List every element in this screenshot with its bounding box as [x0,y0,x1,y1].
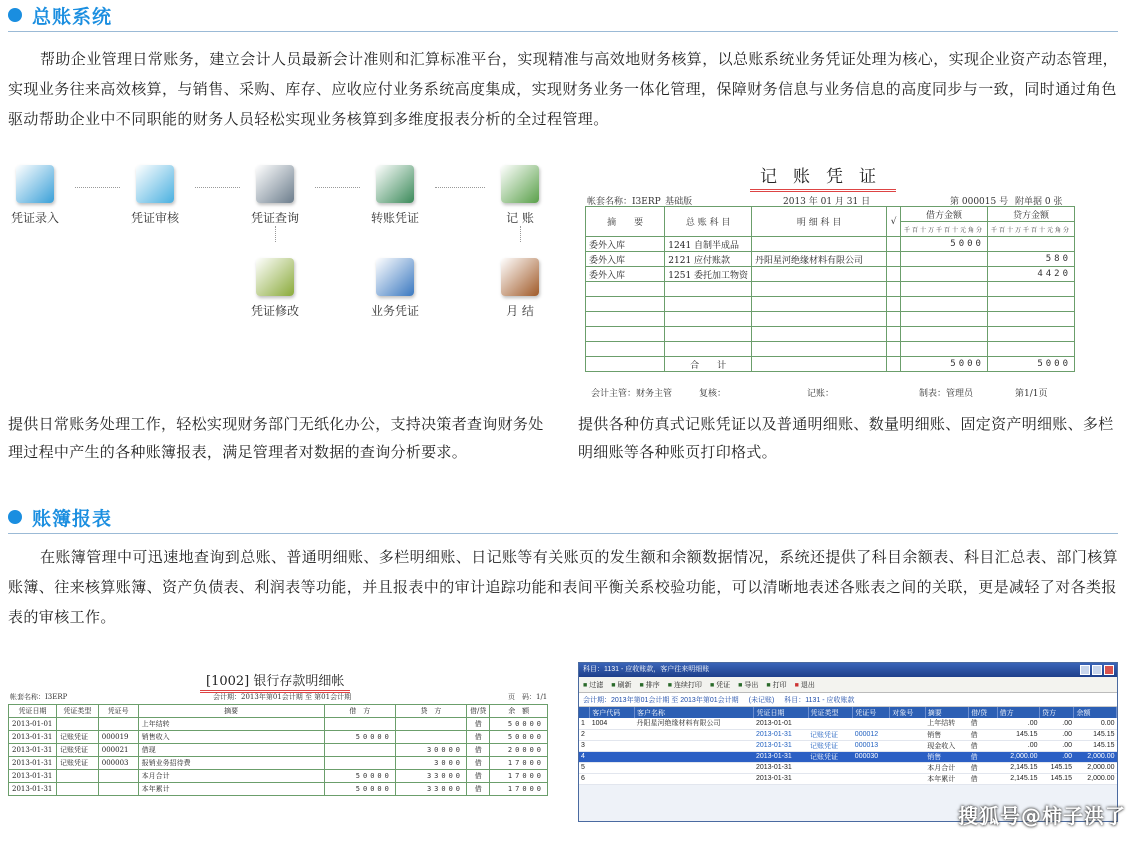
window-cell-obj [890,773,925,784]
bank-page: 页 码：1/1 [508,693,548,701]
window-column-header[interactable] [579,707,590,718]
window-table [579,707,1117,785]
bank-cell-type: 记账凭证 [56,757,98,770]
window-table-row[interactable] [579,740,1117,751]
voucher-form [585,158,1075,400]
window-cell-vtype [808,718,853,729]
window-cell-bal: 145.15 [1074,729,1117,740]
flow-node-voucher-audit[interactable] [115,165,195,226]
toolbar-label: 导出 [744,681,759,689]
voucher-debit [900,267,987,282]
window-cell-code [590,773,635,784]
voucher-credit: 4420 [987,267,1074,282]
window-column-header[interactable]: 凭证号 [853,707,890,718]
flow-node-bookkeeping[interactable] [480,165,560,226]
bank-cell-summary: 报销业务招待费 [138,757,324,770]
window-cell-debit: .00 [997,740,1039,751]
bookkeeping-icon [501,165,539,203]
toolbar-label: 连续打印 [673,681,702,689]
month-end-icon [501,258,539,296]
window-cell-vtype: 记账凭证 [808,729,853,740]
window-cell-summary: 上年结转 [925,718,968,729]
bank-period: 会计期：2013年第01会计期 至 第01会计期 [213,693,352,701]
window-cell-code [590,762,635,773]
bank-cell-date: 2013-01-31 [9,770,57,783]
toolbar-export-button[interactable] [738,680,758,690]
bank-cell-credit [395,731,466,744]
toolbar-print-button[interactable] [766,680,786,690]
window-cell-bal: 145.15 [1074,740,1117,751]
bank-cell-dir: 借 [467,757,490,770]
caption-right: 提供各种仿真式记账凭证以及普通明细账、数量明细账、固定资产明细账、多栏明细账等各种账页打印格式。 [578,415,1114,461]
flow-node-label: 记 账 [506,211,534,225]
voucher-credit: 580 [987,252,1074,267]
voucher-number: 第 000015 号 [950,197,1009,207]
window-column-header[interactable]: 对象号 [890,707,925,718]
window-cell-bal: 2,000.00 [1074,751,1117,762]
toolbar-label: 刷新 [617,681,632,689]
bank-title: [1002] 银行存款明细帐 [200,670,350,693]
window-cell-credit: 145.15 [1039,773,1074,784]
voucher-row [586,252,1075,267]
bank-ledger [8,668,548,818]
window-table-row[interactable] [579,773,1117,784]
voucher-row-empty [586,312,1075,327]
window-cell-dir: 借 [969,773,997,784]
bank-cell-bal: 17000 [490,770,548,783]
window-column-header[interactable]: 摘要 [925,707,968,718]
window-cell-summary: 现金收入 [925,740,968,751]
window-cell-code: 1004 [590,718,635,729]
bank-header: 摘要 [138,705,324,718]
watermark: 搜狐号@柿子洪了 [958,804,1126,828]
bank-cell-summary: 借现 [138,744,324,757]
window-cell-credit: .00 [1039,718,1074,729]
voucher-credit [987,237,1074,252]
window-table-row[interactable] [579,718,1117,729]
window-cell-dir: 借 [969,729,997,740]
bank-cell-credit [395,718,466,731]
bank-row [9,718,548,731]
transfer-voucher-icon [376,165,414,203]
section-heading-ledger [8,0,112,30]
flow-connector [275,226,276,242]
window-cell-idx: 1 [579,718,590,729]
toolbar-label: 打印 [772,681,787,689]
bank-cell-credit: 3000 [395,757,466,770]
voucher-row-empty [586,342,1075,357]
bank-cell-summary: 本月合计 [138,770,324,783]
voucher-check [887,237,901,252]
voucher-summary: 委外入库 [586,267,665,282]
section-title: 总账系统 [32,5,113,28]
toolbar-refresh-button[interactable] [611,680,631,690]
close-icon[interactable] [1104,665,1114,675]
window-cell-date: 2013-01-31 [754,773,808,784]
voucher-account: 1251 委托加工物资 [665,267,752,282]
window-cell-date: 2013-01-01 [754,718,808,729]
flow-connector [520,226,521,242]
window-cell-obj [890,718,925,729]
window-cell-vtype [808,762,853,773]
bank-cell-date: 2013-01-31 [9,744,57,757]
window-table-row[interactable] [579,729,1117,740]
bank-cell-dir: 借 [467,770,490,783]
voucher-total-debit: 5000 [900,357,987,372]
toolbar-exit-button[interactable] [795,680,815,690]
voucher-summary: 委外入库 [586,237,665,252]
window-cell-vtype: 记账凭证 [808,751,853,762]
bank-row [9,770,548,783]
minimize-icon[interactable] [1080,665,1090,675]
window-cell-name [635,751,754,762]
window-cell-vno [853,773,890,784]
filter-item: (未记账) [748,696,775,704]
bank-cell-debit [324,757,395,770]
window-cell-credit: .00 [1039,751,1074,762]
bank-row [9,783,548,796]
filter-item: 科目：1131 - 应收账款 [784,696,855,704]
toolbar-voucher-button[interactable] [710,680,730,690]
flow-node-voucher-query[interactable] [235,165,315,226]
window-cell-vno: 000012 [853,729,890,740]
toolbar-print-continuous-button[interactable] [668,680,702,690]
section-intro: 在账簿管理中可迅速地查询到总账、普通明细账、多栏明细账、日记账等有关账页的发生额和余额数据情况，系统还提供了科目余额表、科目汇总表、部门核算账簿、往来核算账簿、资产负债表、利润表等功能，并且报表中的审计追踪功能和表间平衡关系校验功能，可以清晰地表述各账表之间的关联，更是减轻了对各类报表的审核工作。 [8,548,1119,626]
bank-cell-type [56,783,98,796]
section-divider [8,533,1118,534]
bank-cell-no: 000019 [98,731,138,744]
flow-node-label: 凭证修改 [250,304,299,318]
window-cell-idx: 2 [579,729,590,740]
voucher-row [586,267,1075,282]
window-cell-summary: 本月合计 [925,762,968,773]
bank-cell-credit: 30000 [395,744,466,757]
bank-header: 贷 方 [395,705,466,718]
flow-node-voucher-entry[interactable] [0,165,75,226]
toolbar-label: 凭证 [716,681,731,689]
window-column-header[interactable]: 凭证类型 [808,707,853,718]
window-cell-vno [853,762,890,773]
window-cell-code [590,740,635,751]
window-cell-credit: 145.15 [1039,762,1074,773]
voucher-header-detail: 明 细 科 目 [752,207,887,237]
voucher-digit-header-debit: 千百十万千百十元角分 [900,222,987,237]
window-cell-obj [890,762,925,773]
maximize-icon[interactable] [1092,665,1102,675]
bank-cell-summary: 销售收入 [138,731,324,744]
window-column-header[interactable]: 凭证日期 [754,707,808,718]
section-divider [8,31,1118,32]
window-cell-debit: 145.15 [997,729,1039,740]
bank-header: 借/贷 [467,705,490,718]
bank-cell-type: 记账凭证 [56,744,98,757]
window-cell-idx: 3 [579,740,590,751]
window-column-header[interactable]: 余额 [1074,707,1117,718]
window-cell-obj [890,740,925,751]
voucher-header-summary: 摘 要 [586,207,665,237]
bank-cell-date: 2013-01-31 [9,731,57,744]
voucher-check [887,267,901,282]
flow-node-transfer-voucher[interactable] [355,165,435,226]
window-title: 科目：1131 - 应收账款，客户往来明细账 [583,666,710,673]
voucher-query-icon [256,165,294,203]
toolbar-sort-button[interactable] [639,680,659,690]
section-title: 账簿报表 [32,507,113,530]
bullet-icon [8,8,22,22]
bank-header: 凭证日期 [9,705,57,718]
voucher-book: 帐套名称：I3ERP_基础版 [587,197,693,207]
window-column-header[interactable]: 客户代码 [590,707,635,718]
voucher-row-empty [586,282,1075,297]
toolbar-label: 过滤 [589,681,604,689]
window-cell-date: 2013-01-31 [754,729,808,740]
flow-node-voucher-edit[interactable] [235,258,315,319]
voucher-table [585,206,1075,372]
flow-connector [195,187,240,188]
bank-cell-bal: 50000 [490,718,548,731]
print-icon: ■ [766,681,771,689]
voucher-row-empty [586,297,1075,312]
bank-cell-debit [324,744,395,757]
voucher-row [586,237,1075,252]
voucher-entry-icon [16,165,54,203]
window-cell-idx: 4 [579,751,590,762]
flow-node-business-voucher[interactable] [355,258,435,319]
bank-cell-bal: 17000 [490,757,548,770]
window-cell-name [635,773,754,784]
window-table-row[interactable] [579,762,1117,773]
bank-cell-summary: 上年结转 [138,718,324,731]
bank-row [9,744,548,757]
window-cell-dir: 借 [969,740,997,751]
bank-cell-credit: 33000 [395,770,466,783]
window-cell-vno: 000030 [853,751,890,762]
bank-header: 余 额 [490,705,548,718]
window-cell-name [635,740,754,751]
voucher-title: 记账凭证 [750,162,896,192]
voucher-debit: 5000 [900,237,987,252]
voucher-row-empty [586,327,1075,342]
toolbar-label: 排序 [645,681,660,689]
bank-header: 凭证类型 [56,705,98,718]
bank-cell-no [98,718,138,731]
voucher-account: 1241 自制半成品 [665,237,752,252]
bank-cell-debit: 50000 [324,770,395,783]
caption-left: 提供日常账务处理工作，轻松实现财务部门无纸化办公，支持决策者查询财务处理过程中产生的各种账簿报表，满足管理者对数据的查询分析要求。 [8,415,544,461]
window-cell-debit: 2,000.00 [997,751,1039,762]
window-cell-name: 丹阳星河绝缘材料有限公司 [635,718,754,729]
window-cell-vtype [808,773,853,784]
window-column-header[interactable]: 客户名称 [635,707,754,718]
bank-cell-no [98,783,138,796]
voucher-detail: 丹阳星河绝缘材料有限公司 [752,252,887,267]
exit-icon: ■ [794,681,799,689]
flow-node-label: 业务凭证 [370,304,419,318]
bank-cell-type [56,770,98,783]
flow-node-month-end[interactable] [480,258,560,319]
bank-book: 帐套名称：I3ERP [10,693,68,701]
print-continuous-icon: ■ [667,681,672,689]
window-cell-dir: 借 [969,751,997,762]
section-heading-reports [8,502,112,532]
window-column-header[interactable]: 借/贷 [969,707,997,718]
voucher-check [887,252,901,267]
window-cell-vtype: 记账凭证 [808,740,853,751]
bank-cell-bal: 17000 [490,783,548,796]
toolbar-filter-button[interactable] [583,680,603,690]
flow-node-label: 转账凭证 [370,211,419,225]
bank-cell-date: 2013-01-01 [9,718,57,731]
voucher-debit [900,252,987,267]
window-cell-name [635,762,754,773]
window-filter-bar [579,693,1117,707]
ledger-window [578,662,1118,822]
filter-icon: ■ [583,681,588,689]
bank-cell-date: 2013-01-31 [9,783,57,796]
flow-node-label: 月 结 [506,304,534,318]
window-cell-dir: 借 [969,762,997,773]
voucher-total-label: 合 计 [665,357,752,372]
window-cell-idx: 5 [579,762,590,773]
voucher-chief: 会计主管：财务主管 [591,389,673,399]
voucher-header-check: √ [887,207,901,237]
voucher-maker: 制表：管理员 [919,389,974,399]
window-cell-date: 2013-01-31 [754,740,808,751]
window-cell-date: 2013-01-31 [754,762,808,773]
window-cell-idx: 6 [579,773,590,784]
bullet-icon [8,510,22,524]
window-toolbar [579,677,1117,693]
voucher-header-credit: 贷方金额 [987,207,1074,222]
section-intro: 帮助企业管理日常账务，建立会计人员最新会计准则和汇算标准平台，实现精准与高效地财务核算，以总账系统业务凭证处理为核心，实现企业资产动态管理，实现业务往来高效核算，与销售、采购、库存、应收应付业务系统高度集成，实现财务业务一体化管理，保障财务信息与业务信息的高度同步与一致，同时通过角色驱动帮助企业中不同职能的财务人员轻松实现业务核算到多维度报表分析的全过程管理。 [8,50,1119,128]
bank-cell-debit: 50000 [324,731,395,744]
bank-cell-type: 记账凭证 [56,731,98,744]
window-cell-summary: 本年累计 [925,773,968,784]
voucher-summary: 委外入库 [586,252,665,267]
voucher-total-credit: 5000 [987,357,1074,372]
bank-cell-dir: 借 [467,744,490,757]
export-icon: ■ [738,681,743,689]
window-cell-bal: 0.00 [1074,718,1117,729]
bank-cell-debit [324,718,395,731]
sort-icon: ■ [639,681,644,689]
window-cell-credit: .00 [1039,729,1074,740]
voucher-account: 2121 应付账款 [665,252,752,267]
window-cell-code [590,751,635,762]
bank-cell-type [56,718,98,731]
bank-cell-no: 000021 [98,744,138,757]
voucher-review: 复核： [699,389,727,399]
flow-node-label: 凭证录入 [10,211,59,225]
window-cell-summary: 销售 [925,751,968,762]
window-cell-date: 2013-01-31 [754,751,808,762]
voucher-icon: ■ [709,681,715,689]
bank-cell-dir: 借 [467,718,490,731]
window-cell-summary: 销售 [925,729,968,740]
toolbar-label: 退出 [800,681,815,689]
flow-connector [315,187,360,188]
bank-cell-no: 000003 [98,757,138,770]
window-column-header[interactable]: 贷方 [1039,707,1074,718]
bank-cell-bal: 20000 [490,744,548,757]
voucher-edit-icon [256,258,294,296]
window-cell-dir: 借 [969,718,997,729]
voucher-audit-icon [136,165,174,203]
window-cell-bal: 2,000.00 [1074,773,1117,784]
flow-connector [435,187,485,188]
window-cell-obj [890,751,925,762]
bank-row [9,757,548,770]
bank-row [9,731,548,744]
bank-cell-debit: 50000 [324,783,395,796]
bank-cell-no [98,770,138,783]
bank-cell-dir: 借 [467,731,490,744]
voucher-date: 2013 年 01 月 31 日 [783,197,871,207]
window-cell-debit: 2,145.15 [997,773,1039,784]
voucher-attach: 附单据 0 张 [1015,197,1063,207]
refresh-icon: ■ [611,681,616,689]
bank-cell-credit: 33000 [395,783,466,796]
window-cell-bal: 2,000.00 [1074,762,1117,773]
voucher-digit-header-credit: 千百十万千百十元角分 [987,222,1074,237]
window-cell-credit: .00 [1039,740,1074,751]
flow-connector [75,187,120,188]
voucher-header-debit: 借方金额 [900,207,987,222]
voucher-total-row [586,357,1075,372]
flow-node-label: 凭证查询 [250,211,299,225]
window-cell-vno [853,718,890,729]
bank-cell-bal: 50000 [490,731,548,744]
window-cell-debit: 2,145.15 [997,762,1039,773]
window-column-header[interactable]: 借方 [997,707,1039,718]
window-table-row[interactable] [579,751,1117,762]
bank-table [8,704,548,796]
bank-cell-date: 2013-01-31 [9,757,57,770]
window-cell-obj [890,729,925,740]
business-voucher-icon [376,258,414,296]
voucher-detail [752,267,887,282]
window-cell-vno: 000013 [853,740,890,751]
voucher-page: 第1/1页 [1015,389,1048,399]
bank-cell-dir: 借 [467,783,490,796]
filter-item: 会计期：2013年第01会计期 至 2013年第01会计期 [583,696,739,704]
voucher-header-account: 总 账 科 目 [665,207,752,237]
window-cell-code [590,729,635,740]
window-cell-debit: .00 [997,718,1039,729]
flow-node-label: 凭证审核 [130,211,179,225]
voucher-post: 记账： [807,389,835,399]
bank-header: 借 方 [324,705,395,718]
voucher-detail [752,237,887,252]
window-titlebar [579,663,1117,677]
window-cell-name [635,729,754,740]
bank-header: 凭证号 [98,705,138,718]
bank-cell-summary: 本年累计 [138,783,324,796]
